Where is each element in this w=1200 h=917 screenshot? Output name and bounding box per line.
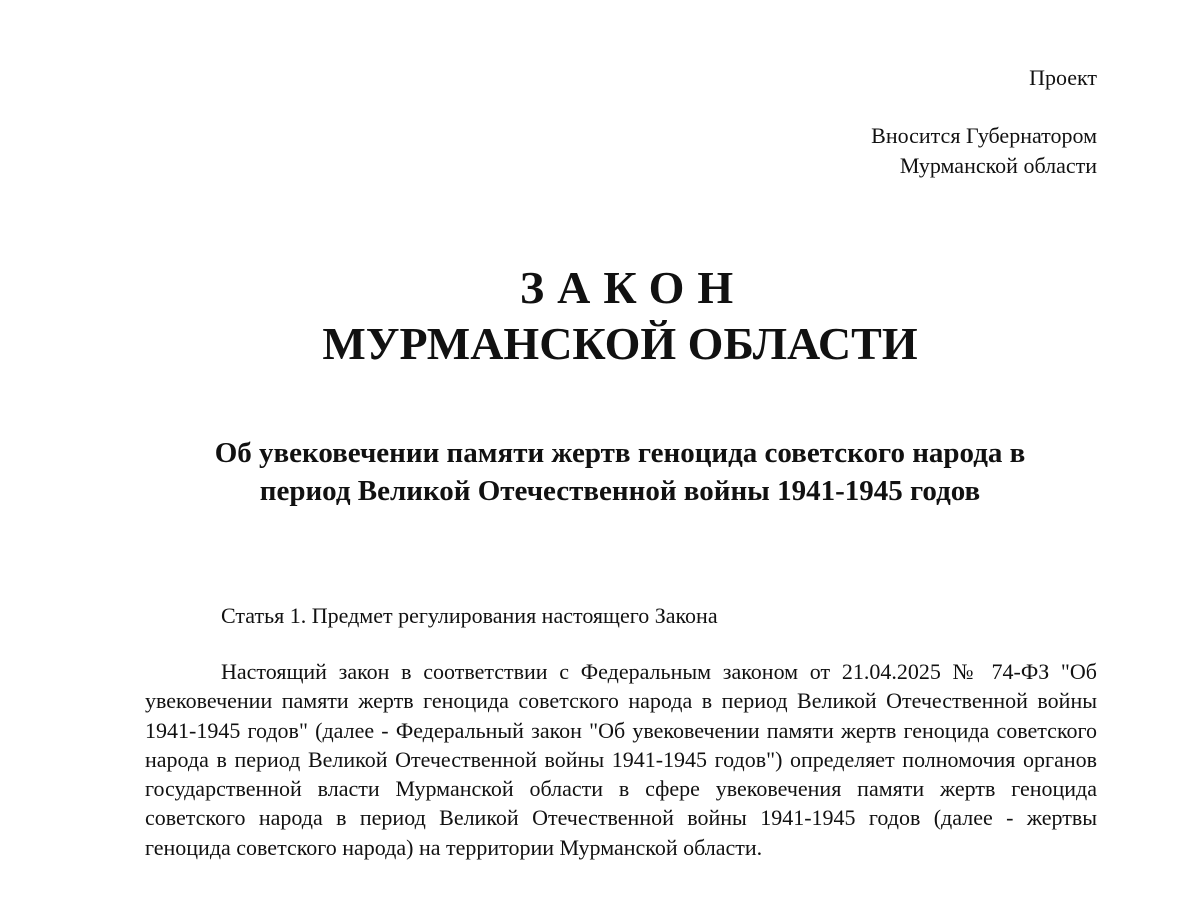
article-heading: Статья 1. Предмет регулирования настоящего Закона xyxy=(221,603,718,628)
article-body: Настоящий закон в соответствии с Федеральным законом от 21.04.2025 № 74-ФЗ "Об увековечении памяти жертв геноцида советского народа в период Великой Отечественной войны 1941-1945 годов" (далее - Федеральный закон "Об увековечении памяти жертв геноцида советского народа в период Великой Отечественной войны 1941-1945 годов") определяет полномочия органов государственной власти Мурманской области в сфере увековечения памяти жертв геноцида советского народа в период Великой Отечественной войны 1941-1945 годов (далее - жертвы геноцида советского народа) на территории Мурманской области. xyxy=(145,659,1097,860)
submitted-by-block xyxy=(871,121,1097,181)
submitted-by-line-1: Вносится Губернатором xyxy=(871,123,1097,148)
law-subject-line-1: Об увековечении памяти жертв геноцида советского народа в xyxy=(214,437,1026,469)
law-subject xyxy=(100,434,1140,510)
law-subject-line-2: период Великой Отечественной войны 1941-1945 годов xyxy=(259,475,981,507)
submitted-by-line-2: Мурманской области xyxy=(899,153,1097,178)
law-title-region: МУРМАНСКОЙ ОБЛАСТИ xyxy=(322,318,918,369)
status-label: Проект xyxy=(1029,65,1097,90)
document-status xyxy=(1029,63,1097,93)
law-title-word: ЗАКОН xyxy=(519,262,747,313)
